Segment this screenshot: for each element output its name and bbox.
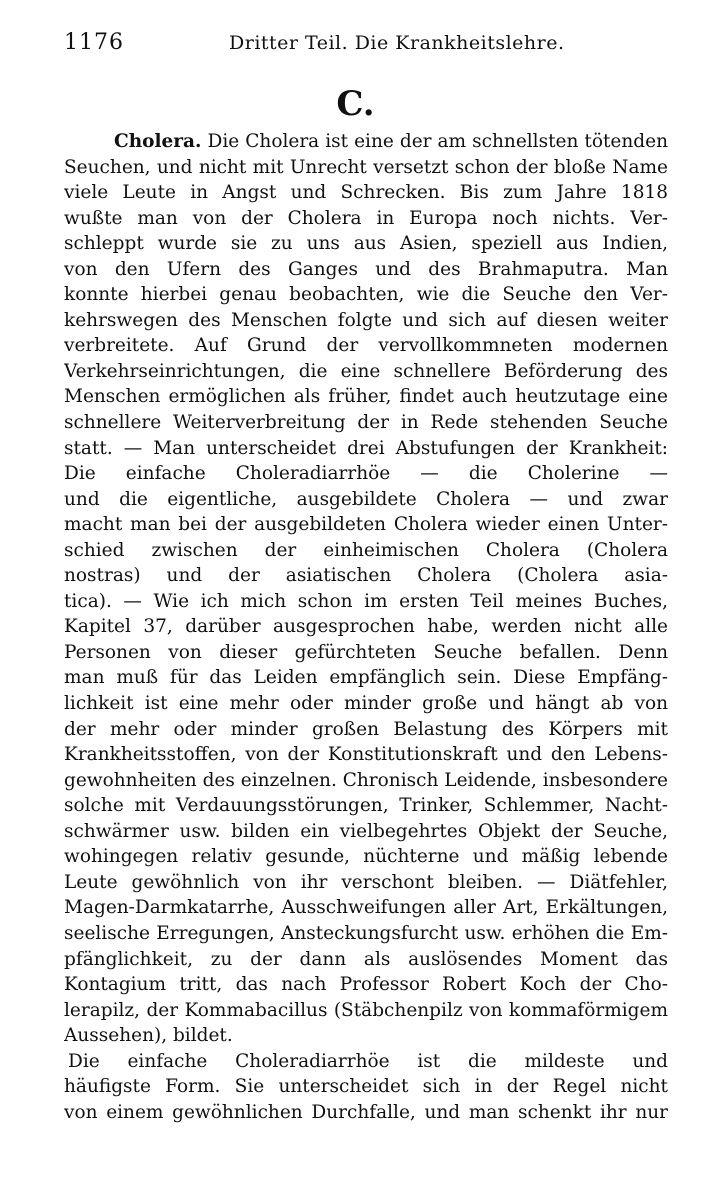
text-line: Die einfache Choleradiarrhöe ist die mildeste und <box>68 1050 668 1072</box>
text-line: Kontagium tritt, das nach Professor Robert Koch der Cho- <box>64 974 668 996</box>
text-line: Menschen ermöglichen als früher, findet auch heutzutage eine <box>64 386 668 408</box>
text-line: Seuchen, und nicht mit Unrecht versetzt schon der bloße Name <box>64 156 668 178</box>
running-head: Dritter Teil. Die Krankheitslehre. <box>229 32 565 54</box>
page-header <box>64 30 668 62</box>
text-line: tica). — Wie ich mich schon im ersten Teil meines Buches, <box>64 590 668 612</box>
text-line: von einem gewöhnlichen Durchfalle, und man schenkt ihr nur <box>64 1101 668 1123</box>
text-line: von den Ufern des Ganges und des Brahmaputra. Man <box>64 258 668 280</box>
text-line: Magen-Darmkatarrhe, Ausschweifungen aller Art, Erkältungen, <box>64 897 668 919</box>
text-line: solche mit Verdauungsstörungen, Trinker, Schlemmer, Nacht- <box>64 795 668 817</box>
body-text <box>64 129 668 1125</box>
section-letter: C. <box>336 84 375 124</box>
text-line: pfänglichkeit, zu der dann als auslösendes Moment das <box>64 948 668 970</box>
text-line: viele Leute in Angst und Schrecken. Bis zum Jahre 1818 <box>64 182 668 204</box>
text-line: Aussehen), bildet. <box>64 1025 233 1047</box>
page-number: 1176 <box>64 30 124 55</box>
text-line: seelische Erregungen, Ansteckungsfurcht usw. erhöhen die Em- <box>64 922 668 944</box>
text-line: verbreitete. Auf Grund der vervollkommneten modernen <box>64 335 668 357</box>
text-line: lerapilz, der Kommabacillus (Stäbchenpilz von kommaförmigem <box>64 999 668 1021</box>
text-line: der mehr oder minder großen Belastung des Körpers mit <box>64 718 668 740</box>
text-line: konnte hierbei genau beobachten, wie die Seuche den Ver- <box>64 284 668 306</box>
text-line: Die einfache Choleradiarrhöe — die Cholerine — <box>64 463 668 485</box>
text-line: schwärmer usw. bilden ein vielbegehrtes Objekt der Seuche, <box>64 820 668 842</box>
text-line: und die eigentliche, ausgebildete Cholera — und zwar <box>64 488 668 510</box>
text-line: schleppt wurde sie zu uns aus Asien, speziell aus Indien, <box>64 233 668 255</box>
text-line: wohingegen relativ gesunde, nüchterne und mäßig lebende <box>64 846 668 868</box>
text-line: Leute gewöhnlich von ihr verschont bleiben. — Diätfehler, <box>64 871 668 893</box>
text-line: Kapitel 37, darüber ausgesprochen habe, werden nicht alle <box>64 616 668 638</box>
text-line: Verkehrseinrichtungen, die eine schnellere Beförderung des <box>64 360 668 382</box>
text-line: Personen von dieser gefürchteten Seuche befallen. Denn <box>64 641 668 663</box>
text-line: gewohnheiten des einzelnen. Chronisch Leidende, insbesondere <box>64 769 668 791</box>
text-line: statt. — Man unterscheidet drei Abstufungen der Krankheit: <box>64 437 668 459</box>
text-line: schied zwischen der einheimischen Cholera (Cholera <box>64 539 668 561</box>
text-line: schnellere Weiterverbreitung der in Rede stehenden Seuche <box>64 412 668 434</box>
text-line: lichkeit ist eine mehr oder minder große und hängt ab von <box>64 693 668 715</box>
text-line <box>64 129 668 155</box>
text-line-content: Die Cholera ist eine der am schnellsten tötenden <box>207 131 668 152</box>
lemma-heading: Cholera. <box>114 131 202 152</box>
text-line: macht man bei der ausgebildeten Cholera wieder einen Unter- <box>64 514 668 536</box>
text-line: Krankheitsstoffen, von der Konstitutionskraft und den Lebens- <box>64 744 668 766</box>
text-line: man muß für das Leiden empfänglich sein. Diese Empfäng- <box>64 667 668 689</box>
text-line: nostras) und der asiatischen Cholera (Cholera asia- <box>64 565 668 587</box>
text-line: häufigste Form. Sie unterscheidet sich in der Regel nicht <box>64 1076 668 1098</box>
text-line: kehrswegen des Menschen folgte und sich auf diesen weiter <box>64 309 668 331</box>
text-line: wußte man von der Cholera in Europa noch nichts. Ver- <box>64 207 668 229</box>
